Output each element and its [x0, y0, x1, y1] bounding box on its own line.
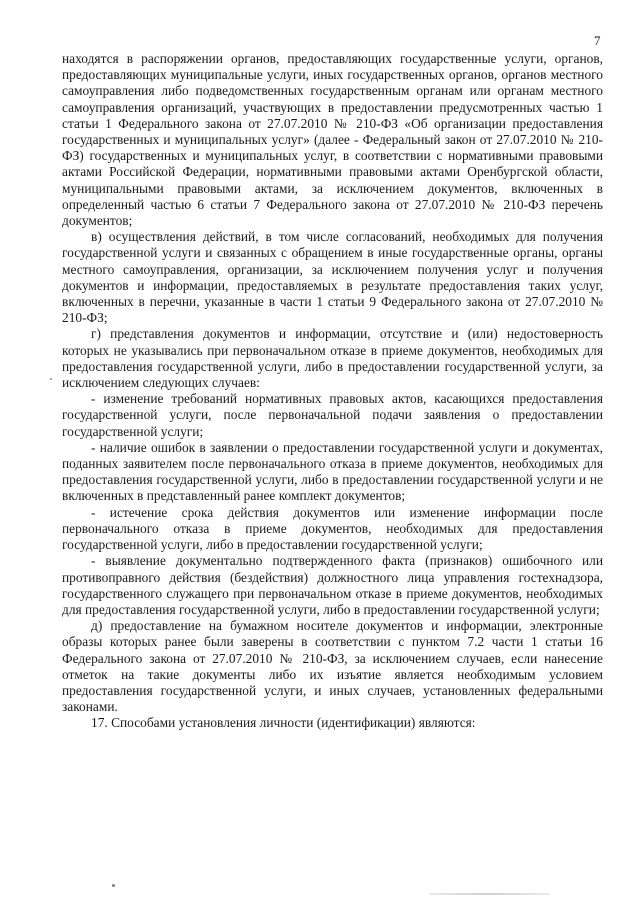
paragraph-bullet-errors: - наличие ошибок в заявлении о предоставлении государственной услуги и документах, поданных заявителем после первоначального отказа в приеме документов, необходимых для предоставления государственной услуги, либо в предоставлении государственной услуги и не включенных в представленный ранее комплект документов; [62, 439, 603, 504]
scan-artifact [112, 884, 115, 887]
paragraph-bullet-requirements-change: - изменение требований нормативных правовых актов, касающихся предоставления государственной услуги, после первоначальной подачи заявления о предоставлении государственной услуги; [62, 391, 603, 439]
paragraph-item-g: г) представления документов и информации, отсутствие и (или) недостоверность которых не указывались при первоначальном отказе в приеме документов, необходимых для предоставления государственной услуги, либо в предоставлении государственной услуги, за исключением следующих случаев: [62, 326, 603, 391]
paragraph-bullet-expiry: - истечение срока действия документов или изменение информации после первоначального отказа в приеме документов, необходимых для предоставления государственной услуги, либо в предоставлении государственной услуги; [62, 504, 603, 553]
paragraph-section-17: 17. Способами установления личности (идентификации) являются: [91, 715, 476, 731]
scan-artifact [430, 893, 550, 895]
paragraph-continuation: находятся в распоряжении органов, предоставляющих государственные услуги, органов, предоставляющих муниципальные услуги, иных государственных органов, органов местного самоуправления либо подведомственных государственным органам или органам местного самоуправления организаций, участвующих в предоставлении предусмотренных частью 1 статьи 1 Федерального закона от 27.07.2010 № 210-ФЗ «Об организации предоставления государственных и муниципальных услуг» (далее - Федеральный закон от 27.07.2010 № 210-ФЗ) государственных и муниципальных услуг, в соответствии с нормативными правовыми актами Российской Федерации, нормативными правовыми актами Оренбургской области, муниципальными правовыми актами, за исключением документов, включенных в определенный частью 6 статьи 7 Федерального закона от 27.07.2010 № 210-ФЗ перечень документов; [62, 51, 603, 229]
paragraph-item-v: в) осуществления действий, в том числе согласований, необходимых для получения государственной услуги и связанных с обращением в иные государственные органы, органы местного самоуправления, организации, за исключением получения услуг и получения документов и информации, предоставляемых в результате предоставления таких услуг, включенных в перечни, указанные в части 1 статьи 9 Федерального закона от 27.07.2010 № 210-ФЗ; [62, 229, 603, 326]
page-number: 7 [594, 33, 601, 48]
scan-artifact [50, 378, 52, 380]
document-body [62, 51, 603, 732]
paragraph-bullet-misconduct: - выявление документально подтвержденного факта (признаков) ошибочного или противоправного действия (бездействия) должностного лица управления гостехнадзора, государственного служащего при первоначальном отказе в приеме документов, необходимых для предоставления государственной услуги, либо в предоставлении государственной услуги; [62, 553, 603, 617]
paragraph-item-d: д) предоставление на бумажном носителе документов и информации, электронные образы которых ранее были заверены в соответствии с пунктом 7.2 части 1 статьи 16 Федерального закона от 27.07.2010 № 210-ФЗ, за исключением случаев, если нанесение отметок на такие документы либо их изъятие является необходимым условием предоставления государственной услуги, и иных случаев, установленных федеральными законами. [62, 618, 603, 715]
